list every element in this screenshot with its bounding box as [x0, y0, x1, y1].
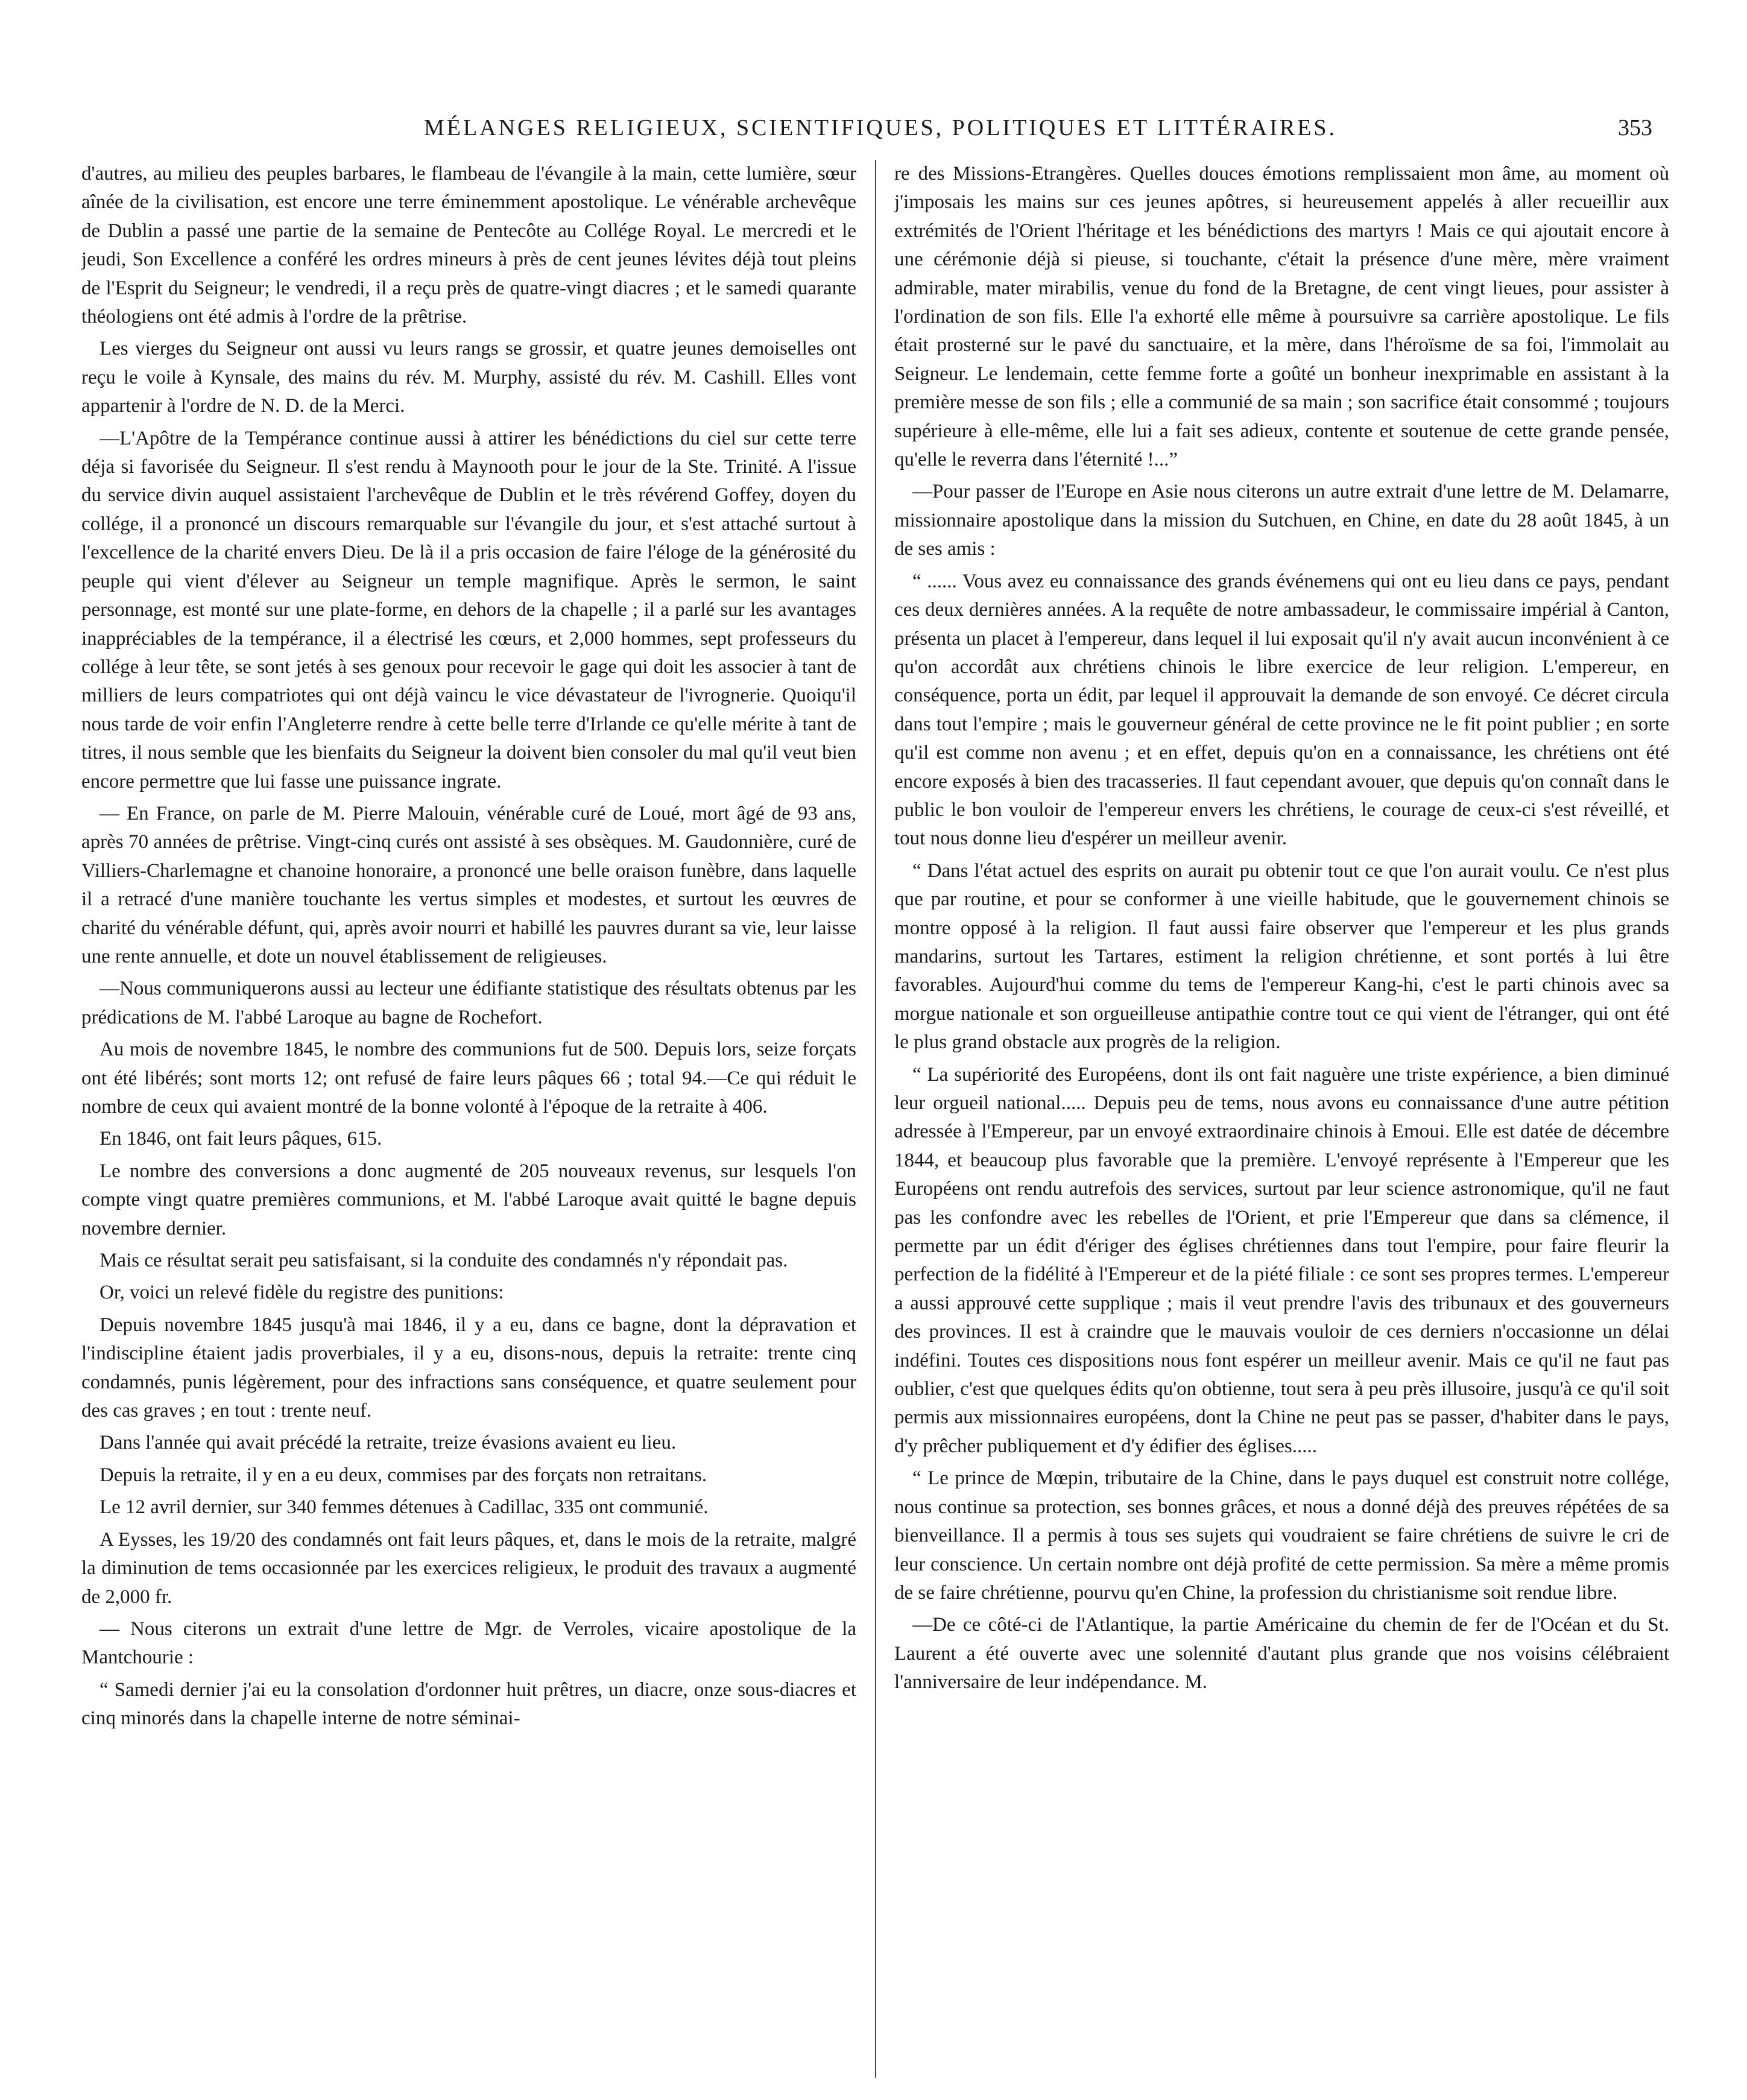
- paragraph: —Pour passer de l'Europe en Asie nous citerons un autre extrait d'une lettre de M. Delamarre, missionnaire apostolique dans la mission du Sutchuen, en Chine, en date du 28 août 1845, à un de ses amis :: [894, 481, 1669, 560]
- paragraph: Au mois de novembre 1845, le nombre des communions fut de 500. Depuis lors, seize forçats ont été libérés; sont morts 12; ont refusé de faire leurs pâques 66 ; total 94.—Ce qui réduit le nombre de ceux qui avaient montré de la bonne volonté à l'époque de la retraite à 406.: [81, 1039, 856, 1118]
- paragraph: Depuis novembre 1845 jusqu'à mai 1846, il y a eu, dans ce bagne, dont la dépravation et l'indiscipline étaient jadis proverbiales, il y a eu, disons-nous, depuis la retraite: trente cinq condamnés, punis légèrement, pour des infractions sans conséquence, et quatre seulement pour des cas graves ; en tout : trente neuf.: [81, 1314, 856, 1422]
- right-column: [894, 160, 1669, 2078]
- paragraph: En 1846, ont fait leurs pâques, 615.: [100, 1128, 382, 1150]
- left-column: [81, 160, 856, 2078]
- page-number: 353: [1618, 115, 1652, 141]
- paragraph: “ Dans l'état actuel des esprits on aurait pu obtenir tout ce que l'on aurait voulu. Ce n'est plus que par routine, et pour se conformer à une vieille habitude, que le gouvernement chinois se montre opposé à la religion. Il faut aussi faire observer que l'empereur et les plus grands mandarins, surtout les Tartares, estiment la religion chrétienne, et sont portés à lui être favorables. Aujourd'hui comme du tems de l'empereur Kang-hi, c'est le parti chinois avec sa morgue nationale et son orgueilleuse antipathie contre tout ce qui vient de l'étranger, qui ont été le plus grand obstacle aux progrès de la religion.: [894, 859, 1669, 1054]
- paragraph: re des Missions-Etrangères. Quelles douces émotions remplissaient mon âme, au moment où j'imposais les mains sur ces jeunes apôtres, si heureusement appelés à aller recueillir aux extrémités de l'Orient l'héritage et les bénédictions des martyrs ! Mais ce qui ajoutait encore à une cérémonie déjà si pieuse, si touchante, c'était la présence d'une mère, mère vraiment admirable, mater mirabilis, venue du fond de la Bretagne, de cent vingt lieues, pour assister à l'ordination de son fils. Elle l'a exhorté elle même à poursuivre sa carrière apostolique. Le fils était prosterné sur le pavé du sanctuaire, et la mère, dans l'héroïsme de sa foi, l'immolait au Seigneur. Le lendemain, cette femme forte a goûté un bonheur inexprimable en assistant à la première messe de son fils ; elle a communié de sa main ; son sacrifice était consommé ; toujours supérieure à elle-même, elle lui a fait ses adieux, contente et soutenue de cette grande pensée, qu'elle le reverra dans l'éternité !...”: [894, 163, 1669, 471]
- paragraph: “ Le prince de Mœpin, tributaire de la Chine, dans le pays duquel est construit notre collége, nous continue sa protection, ses bonnes grâces, et nous a donné déjà des preuves répétées de sa bienveillance. Il a permis à tous ses sujets qui voudraient se faire chrétiens de suivre le cri de leur conscience. Un certain nombre ont déjà profité de cette permission. Sa mère a même promis de se faire chrétienne, pourvu qu'en Chine, la profession du christianisme soit rendue libre.: [894, 1467, 1669, 1604]
- paragraph: “ ...... Vous avez eu connaissance des grands événemens qui ont eu lieu dans ce pays, pendant ces deux dernières années. A la requête de notre ambassadeur, le commissaire impérial à Canton, présenta un placet à l'empereur, dans lequel il lui exposait qu'il n'y avait aucun inconvénient à ce qu'on accordât aux chrétiens chinois le libre exercice de leur religion. L'empereur, en conséquence, porta un édit, par lequel il approuvait la demande de son envoyé. Ce décret circula dans tout l'empire ; mais le gouverneur général de cette province ne le fit point publier ; en sorte qu'il est comme non avenu ; et en effet, depuis qu'on en a connaissance, les chrétiens ont été encore exposés à bien des tracasseries. Il faut cependant avouer, que depuis qu'on connaît dans le public le bon vouloir de l'empereur envers les chrétiens, le courage de ceux-ci s'est réveillé, et tout nous donne lieu d'espérer un meilleur avenir.: [894, 570, 1669, 850]
- paragraph: Depuis la retraite, il y en a eu deux, commises par des forçats non retraitans.: [100, 1464, 707, 1486]
- paragraph: Or, voici un relevé fidèle du registre des punitions:: [100, 1282, 504, 1304]
- paragraph: “ La supériorité des Européens, dont ils ont fait naguère une triste expérience, a bien diminué leur orgueil national..... Depuis peu de tems, nous avons eu connaissance d'une autre pétition adressée à l'Empereur, par un envoyé extraordinaire chinois à Emoui. Elle est datée de décembre 1844, et beaucoup plus favorable que la première. L'envoyé représente à l'Empereur que les Européens ont rendu autrefois des services, surtout par leur science astronomique, qu'il ne faut pas les confondre avec les rebelles de l'Orient, et prie l'Empereur que dans sa clémence, il permette par un édit d'ériger des églises chrétiennes dans tout l'empire, pour faire fleurir la perfection de la fidélité à l'Empereur et de la piété filiale : ce sont ses propres termes. L'empereur a aussi approuvé cette supplique ; mais il veut prendre l'avis des tribunaux et des gouverneurs des provinces. Il est à craindre que le mauvais vouloir de ces derniers n'occasionne un délai indéfini. Toutes ces dispositions nous font espérer un meilleur avenir. Mais ce qu'il ne faut pas oublier, c'est que quelques édits qu'on obtienne, tout sera à peu près illusoire, jusqu'à ce qu'il soit permis aux missionnaires européens, dont la Chine ne peut pas se passer, d'habiter dans le pays, d'y prêcher publiquement et d'y édifier des églises.....: [894, 1063, 1669, 1457]
- paragraph: —L'Apôtre de la Tempérance continue aussi à attirer les bénédictions du ciel sur cette terre déja si favorisée du Seigneur. Il s'est rendu à Maynooth pour le jour de la Ste. Trinité. A l'issue du service divin auquel assistaient l'archevêque de Dublin et le très révérend Goffey, doyen du collége, il a prononcé un discours remarquable sur l'évangile du jour, et s'est attaché surtout à l'excellence de la charité envers Dieu. De là il a pris occasion de faire l'éloge de la générosité du peuple qui vient d'élever au Seigneur un temple magnifique. Après le sermon, le saint personnage, est monté sur une plate-forme, en dehors de la chapelle ; il a parlé sur les avantages inappréciables de la tempérance, il a électrisé les cœurs, et 2,000 hommes, sept professeurs du collége à leur tête, se sont jetés à ses genoux pour recevoir le gage qui doit les associer à tant de milliers de leurs compatriotes qui ont déjà vaincu le vice dévastateur de l'ivrognerie. Quoiqu'il nous tarde de voir enfin l'Angleterre rendre à cette belle terre d'Irlande ce qu'elle mérite à tant de titres, il nous semble que les bienfaits du Seigneur la doivent bien consoler du mal qu'il veut bien encore permettre que lui fasse une puissance ingrate.: [81, 427, 856, 792]
- running-title: MÉLANGES RELIGIEUX, SCIENTIFIQUES, POLITIQUES ET LITTÉRAIRES.: [423, 115, 1338, 141]
- paragraph: “ Samedi dernier j'ai eu la consolation d'ordonner huit prêtres, un diacre, onze sous-diacres et cinq minorés dans la chapelle interne de notre séminai-: [81, 1678, 856, 1730]
- paragraph: Le nombre des conversions a donc augmenté de 205 nouveaux revenus, sur lesquels l'on compte vingt quatre premières communions, et M. l'abbé Laroque avait quitté le bagne depuis novembre dernier.: [81, 1160, 856, 1239]
- paragraph: — Nous citerons un extrait d'une lettre de Mgr. de Verroles, vicaire apostolique de la Mantchourie :: [81, 1618, 856, 1669]
- paragraph: A Eysses, les 19/20 des condamnés ont fait leurs pâques, et, dans le mois de la retraite, malgré la diminution de tems occasionnée par les exercices religieux, le produit des travaux a augmenté de 2,000 fr.: [81, 1528, 856, 1608]
- paragraph: —Nous communiquerons aussi au lecteur une édifiante statistique des résultats obtenus par les prédications de M. l'abbé Laroque au bagne de Rochefort.: [81, 978, 856, 1028]
- paragraph: d'autres, au milieu des peuples barbares, le flambeau de l'évangile à la main, cette lumière, sœur aînée de la civilisation, est encore une terre éminemment apostolique. Le vénérable archevêque de Dublin a passé une partie de la semaine de Pentecôte au Collége Royal. Le mercredi et le jeudi, Son Excellence a conféré les ordres mineurs à près de cent jeunes lévites déjà tout pleins de l'Esprit du Seigneur; le vendredi, il a reçu près de quatre-vingt diacres ; et le samedi quarante théologiens ont été admis à l'ordre de la prêtrise.: [81, 163, 856, 328]
- paragraph: Les vierges du Seigneur ont aussi vu leurs rangs se grossir, et quatre jeunes demoiselles ont reçu le voile à Kynsale, des mains du rév. M. Murphy, assisté du rév. M. Cashill. Elles vont appartenir à l'ordre de N. D. de la Merci.: [81, 338, 856, 417]
- paragraph: Dans l'année qui avait précédé la retraite, treize évasions avaient eu lieu.: [100, 1432, 677, 1454]
- paragraph: —De ce côté-ci de l'Atlantique, la partie Américaine du chemin de fer de l'Océan et du St. Laurent a été ouverte avec une solennité d'autant plus grande que nos voisins célébraient l'anniversaire de leur indépendance. M.: [894, 1614, 1669, 1694]
- paragraph: Mais ce résultat serait peu satisfaisant, si la conduite des condamnés n'y répondait pas.: [100, 1250, 788, 1272]
- paragraph: — En France, on parle de M. Pierre Malouin, vénérable curé de Loué, mort âgé de 93 ans, après 70 années de prêtrise. Vingt-cinq curés ont assisté à ses obsèques. M. Gaudonnière, curé de Villiers-Charlemagne et chanoine honoraire, a prononcé une belle oraison funèbre, dans laquelle il a retracé d'une manière touchante les vertus simples et modestes, et surtout les œuvres de charité du vénérable défunt, qui, après avoir nourri et habillé les pauvres durant sa vie, leur laisse une rente annuelle, et dote un nouvel établissement de religieuses.: [81, 802, 856, 967]
- page-header: [109, 115, 1652, 151]
- column-rule: [875, 160, 876, 2078]
- paragraph: Le 12 avril dernier, sur 340 femmes détenues à Cadillac, 335 ont communié.: [100, 1496, 709, 1519]
